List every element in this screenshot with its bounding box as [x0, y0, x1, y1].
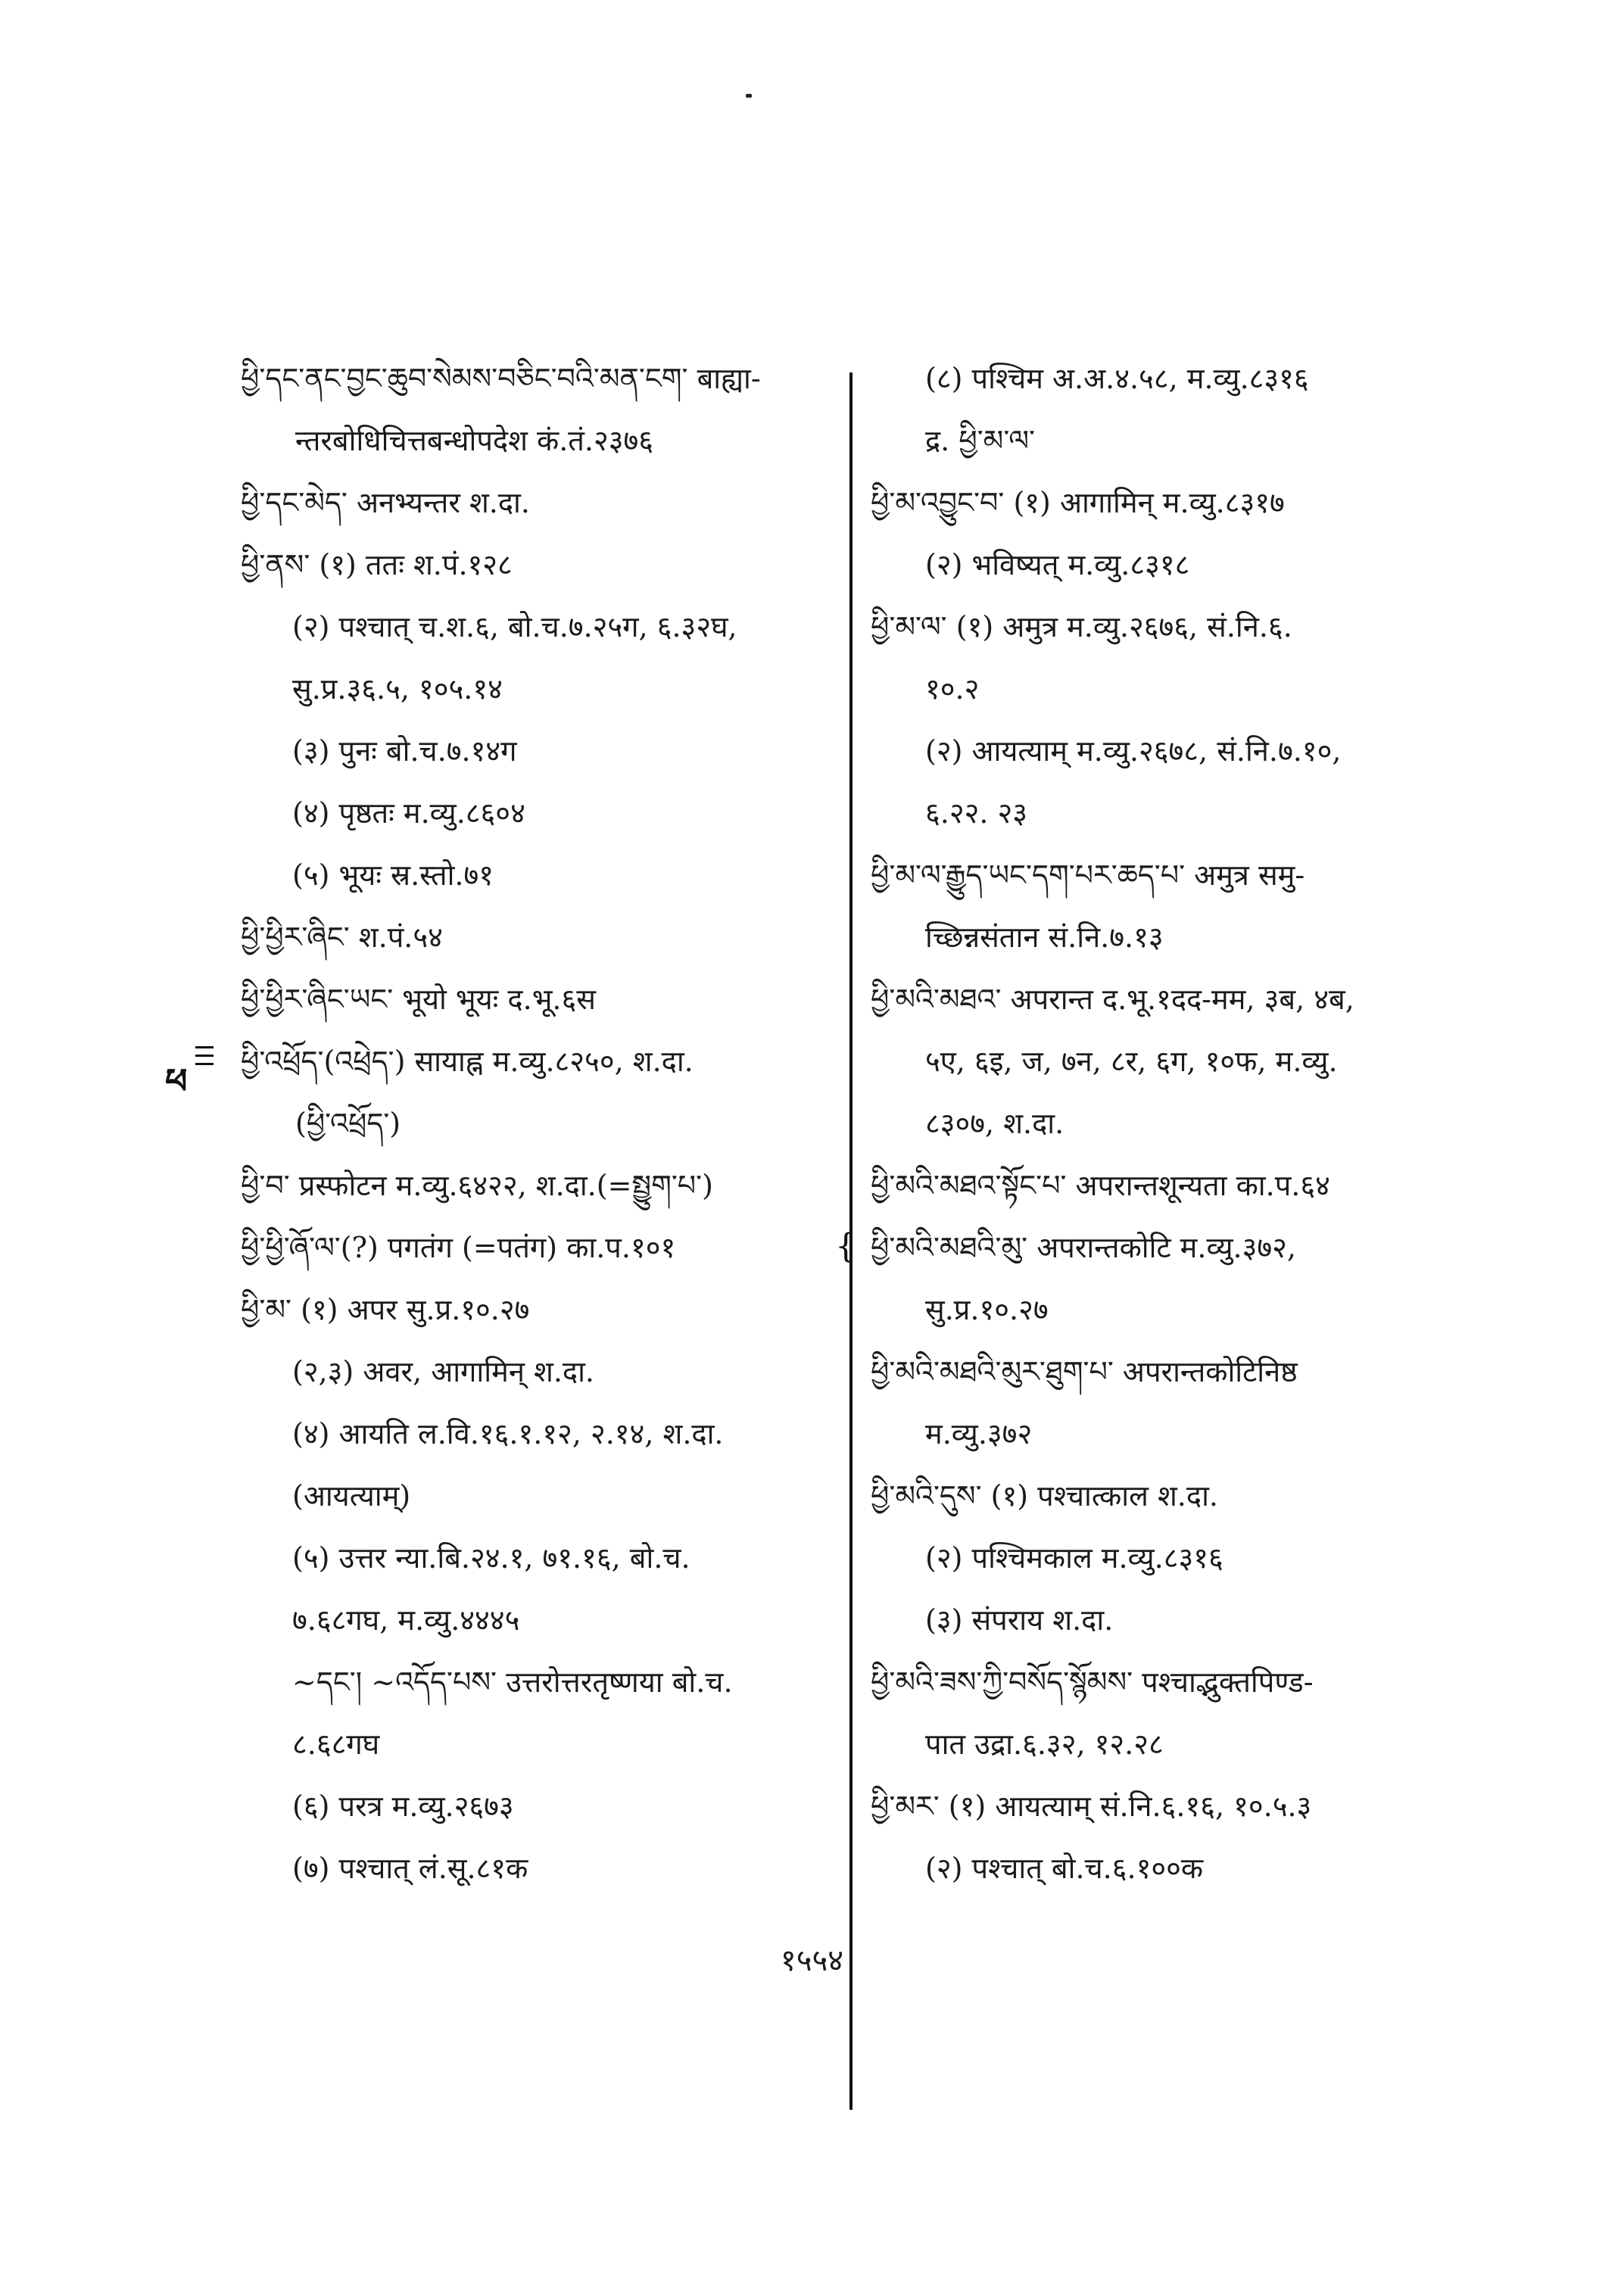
entry-headword-line: ཕྱི་མའི་དུས་ (१) पश्चात्काल श.दा. — [871, 1479, 1218, 1513]
entry-continuation-line: (५) उत्तर न्या.बि.२४.१, ७१.१६, बो.च. — [292, 1541, 690, 1575]
entry-continuation-line: (२) पश्चात् बो.च.६.१००क — [925, 1852, 1204, 1885]
entry-continuation-line: १०.२ — [925, 672, 980, 706]
thumb-index-lines — [195, 1046, 214, 1071]
entry-continuation-line: (५) भूयः स्र.स्तो.७१ — [292, 858, 494, 892]
entry-continuation-line: ~དང་། ~འདོད་པས་ उत्तरोत्तरतृष्णया बो.च. — [292, 1665, 733, 1699]
entry-headword-line: ཕྱི་མ་ལ་ (१) अमुत्र म.व्यु.२६७६, सं.नि.६. — [871, 610, 1292, 643]
entry-continuation-line: (३) पुनः बो.च.७.१४ग — [292, 734, 517, 768]
entry-headword-line: ཕྱི་མའི་མཐའི་མུ་ अपरान्तकोटि म.व्यु.३७२, — [871, 1231, 1296, 1264]
entry-continuation-line: (आयत्याम्) — [292, 1479, 411, 1513]
entry-continuation-line: (४) पृष्ठतः म.व्यु.८६०४ — [292, 796, 525, 830]
entry-headword-line: ཕྱི་ནས་ (१) ततः श.पं.१२८ — [241, 548, 513, 581]
entry-headword-line: ཕྱི་མ་ (१) अपर सु.प्र.१०.२७ — [241, 1293, 530, 1326]
entry-continuation-line: (२) पश्चिमकाल म.व्यु.८३१६ — [925, 1541, 1223, 1575]
entry-headword-line: ཕྱི་མའི་མཐའི་མུར་ཐུག་པ་ अपरान्तकोटिनिष्ठ — [871, 1355, 1298, 1388]
entry-continuation-line: (७) पश्चात् लं.सू.८१क — [292, 1852, 528, 1885]
brace-mark: { — [835, 1227, 856, 1266]
entry-continuation-line: च्छिन्नसंतान सं.नि.७.१३ — [925, 921, 1164, 954]
entry-headword-line: ཕྱི་བ་ प्रस्फोटन म.व्यु.६४२२, श.दा.(=སྤྱུག་པ་) — [241, 1169, 713, 1202]
ink-dot — [746, 94, 752, 98]
entry-continuation-line: (२,३) अवर, आगामिन् श.दा. — [292, 1355, 595, 1388]
entry-headword-line: ཕྱི་ཕྱིར་ཞིང་ श.पं.५४ — [241, 921, 443, 954]
right-column — [871, 356, 1484, 1908]
entry-headword-line: ཕྱི་མའི་མཐའ་ अपरान्त द.भू.१दद-मम, ३ब, ४ब, — [871, 983, 1354, 1016]
entry-continuation-line: ८३०७, श.दा. — [925, 1107, 1064, 1140]
entry-headword-line: ཕྱི་ཕྱི་ཞོ་ལ་(?) पगतंग (=पतंग) का.प.१०१ — [241, 1231, 676, 1264]
left-column — [241, 356, 824, 1908]
entry-continuation-line: म.व्यु.३७२ — [925, 1417, 1033, 1450]
entry-continuation-line: सु.प्र.१०.२७ — [925, 1293, 1049, 1326]
page-number: १५५४ — [780, 1943, 844, 1978]
entry-headword-line: ཕྱི་མ་ལ་རྒྱུད་ཡང་དག་པར་ཆད་པ་ अमुत्र समु- — [871, 858, 1305, 892]
entry-continuation-line: (ཕྱི་འཕྲོད་) — [295, 1107, 401, 1140]
entry-continuation-line: पात उद्रा.६.३२, १२.२८ — [925, 1728, 1164, 1761]
entry-headword-line: ཕྱི་དང་ནང་བྱང་ཆུབ་སེམས་བཅིང་བའི་མན་ངག་ बाह्या- — [241, 362, 761, 395]
entry-continuation-line: (२) पश्चात् च.श.६, बो.च.७.२५ग, ६.३२घ, — [292, 610, 737, 643]
entry-headword-line: ཕྱི་ཕྱིར་ཞིང་ཡང་ भूयो भूयः द.भू.६स — [241, 983, 596, 1016]
entry-continuation-line: (४) आयति ल.वि.१६.१.१२, २.१४, श.दा. — [292, 1417, 724, 1450]
thumb-index-letter: ཕ — [165, 1061, 188, 1101]
entry-continuation-line: (३) संपराय श.दा. — [925, 1603, 1114, 1637]
entry-headword-line: ཕྱི་འཕྲོད་(འཕྲེད་) सायाह्न म.व्यु.८२५०, श.दा. — [241, 1045, 694, 1078]
entry-headword-line: ཕྱི་མའི་ཟས་ཀྱི་བསོད་སྙོམས་ पश्चाद्भुक्तपिण्ड- — [871, 1665, 1314, 1699]
entry-continuation-line: सु.प्र.३६.५, १०५.१४ — [292, 672, 503, 706]
entry-headword-line: ཕྱི་དང་མེད་ अनभ्यन्तर श.दा. — [241, 486, 530, 519]
entry-continuation-line: ५ए, ६इ, ज, ७न, ८र, ६ग, १०फ, म.व्यु. — [925, 1045, 1338, 1078]
entry-continuation-line: ८.६८गघ — [292, 1728, 380, 1761]
entry-continuation-line: ७.६८गघ, म.व्यु.४४४५ — [292, 1603, 520, 1637]
entry-continuation-line: (८) पश्चिम अ.अ.४.५८, म.व्यु.८३१६ — [925, 362, 1309, 395]
entry-headword-line: ཕྱི་མའི་མཐའ་སྟོང་པ་ अपरान्तशून्यता का.प.६४ — [871, 1169, 1330, 1202]
entry-continuation-line: (६) परत्र म.व्यु.२६७३ — [292, 1790, 514, 1823]
entry-continuation-line: न्तरबोधिचित्तबन्धोपदेश कं.तं.२३७६ — [295, 424, 654, 457]
entry-continuation-line: (२) आयत्याम् म.व्यु.२६७८, सं.नि.७.१०, — [925, 734, 1342, 768]
entry-continuation-line: (२) भविष्यत् म.व्यु.८३१८ — [925, 548, 1190, 581]
entry-continuation-line: ६.२२. २३ — [925, 796, 1028, 830]
entry-headword-line: ཕྱི་མ་འབྱུང་བ་ (१) आगामिन् म.व्यु.८३१७ — [871, 486, 1285, 519]
entry-headword-line: ཕྱི་མར་ (१) आयत्याम् सं.नि.६.१६, १०.५.३ — [871, 1790, 1312, 1823]
entry-continuation-line: द्र. ཕྱི་མ་ལ་ — [925, 424, 1035, 457]
